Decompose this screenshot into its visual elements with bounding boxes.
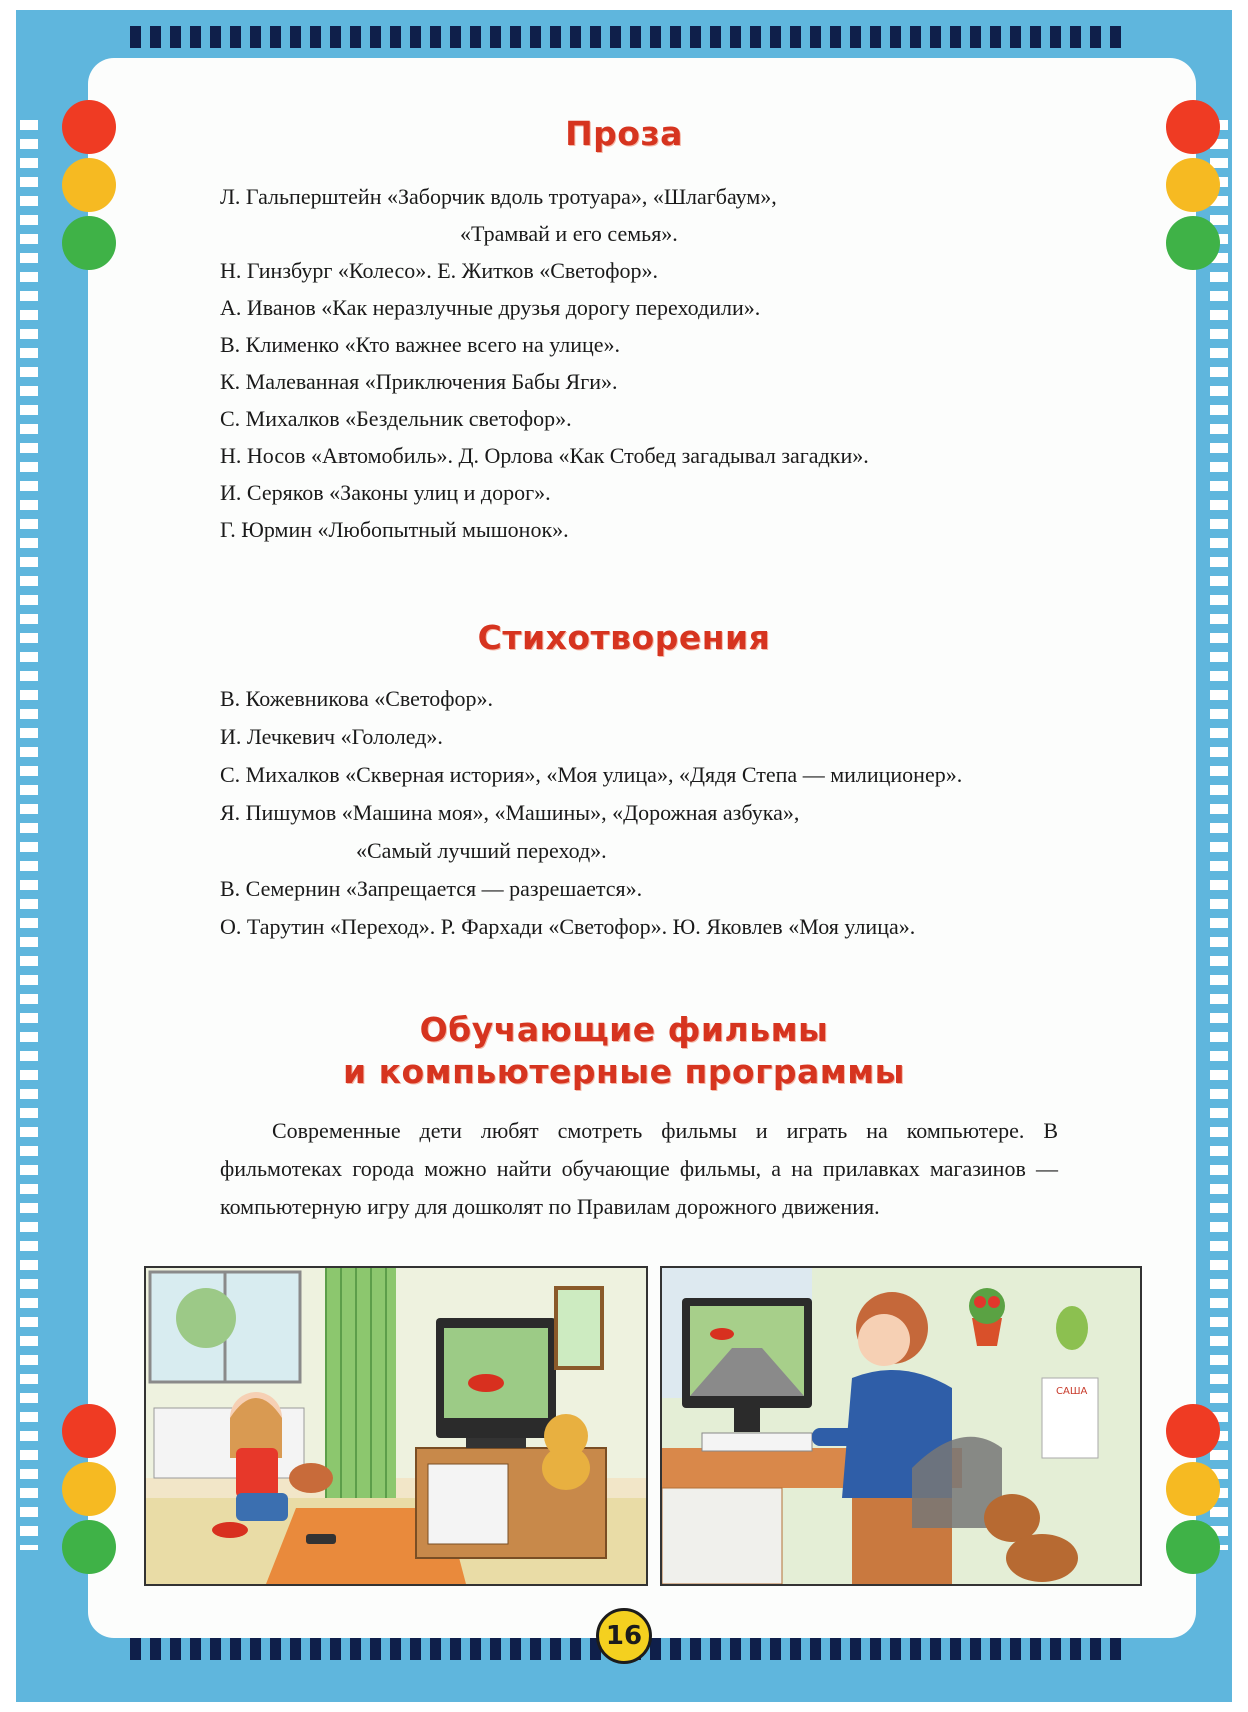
prose-item: С. Михалков «Бездельник светофор». — [220, 406, 572, 431]
prose-item: Н. Гинзбург «Колесо». Е. Житков «Светофор». — [220, 258, 659, 283]
prose-item: Н. Носов «Автомобиль». Д. Орлова «Как Стобед загадывал загадки». — [220, 443, 869, 468]
poem-item: И. Лечкевич «Гололед». — [220, 724, 443, 749]
traffic-dot-green-right-top — [1166, 216, 1220, 270]
right-dash-border — [1210, 120, 1228, 1550]
traffic-dot-green-left-top — [62, 216, 116, 270]
poem-item: «Самый лучший переход». — [356, 838, 607, 863]
prose-item: Г. Юрмин «Любопытный мышонок». — [220, 517, 569, 542]
traffic-dot-red-right-bottom — [1166, 1404, 1220, 1458]
films-paragraph-text: Современные дети любят смотреть фильмы и играть на компьютере. В фильмотеках города можно найти обучающие фильмы, а на прилавках магазинов — компьютерную игру для дошколят по Правилам дорожного движения. — [220, 1118, 1058, 1219]
prose-heading: Проза — [565, 114, 683, 153]
left-dash-border — [20, 120, 38, 1550]
poem-item: О. Тарутин «Переход». Р. Фархади «Светофор». Ю. Яковлев «Моя улица». — [220, 914, 916, 939]
films-paragraph — [220, 1112, 1058, 1226]
poem-item: Я. Пишумов «Машина моя», «Машины», «Дорожная азбука», — [220, 800, 800, 825]
poem-item: В. Семернин «Запрещается — разрешается». — [220, 876, 643, 901]
traffic-dot-red-left-bottom — [62, 1404, 116, 1458]
traffic-dot-yellow-right-bottom — [1166, 1462, 1220, 1516]
page-number: 16 — [596, 1608, 652, 1664]
traffic-dot-yellow-left-top — [62, 158, 116, 212]
drawing-label: САША — [1056, 1386, 1088, 1397]
traffic-dot-yellow-right-top — [1166, 158, 1220, 212]
traffic-dot-green-right-bottom — [1166, 1520, 1220, 1574]
prose-item: В. Клименко «Кто важнее всего на улице». — [220, 332, 621, 357]
films-heading-line2: и компьютерные программы — [342, 1052, 906, 1091]
prose-item: К. Малеванная «Приключения Бабы Яги». — [220, 369, 618, 394]
illustration-boy-computer — [660, 1266, 1142, 1586]
top-dash-border — [130, 26, 1130, 48]
films-heading-line1: Обучающие фильмы — [419, 1010, 829, 1049]
poems-heading: Стихотворения — [477, 618, 771, 657]
prose-item: «Трамвай и его семья». — [460, 221, 678, 246]
prose-item: Л. Гальперштейн «Заборчик вдоль тротуара», «Шлагбаум», — [220, 184, 777, 209]
traffic-dot-yellow-left-bottom — [62, 1462, 116, 1516]
prose-item: И. Серяков «Законы улиц и дорог». — [220, 480, 551, 505]
traffic-dot-green-left-bottom — [62, 1520, 116, 1574]
poem-item: В. Кожевникова «Светофор». — [220, 686, 494, 711]
prose-item: А. Иванов «Как неразлучные друзья дорогу переходили». — [220, 295, 761, 320]
poem-item: С. Михалков «Скверная история», «Моя улица», «Дядя Степа — милиционер». — [220, 762, 963, 787]
illustration-girl-tv — [144, 1266, 648, 1586]
